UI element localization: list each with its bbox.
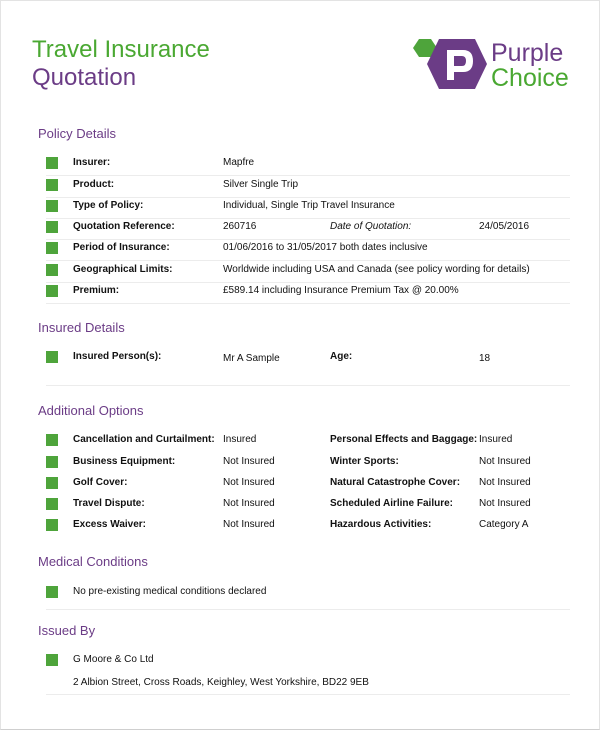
bullet-square-icon bbox=[46, 285, 58, 297]
medical-divider bbox=[46, 609, 570, 610]
option-value: Not Insured bbox=[479, 498, 531, 509]
bullet-square-icon bbox=[46, 654, 58, 666]
medical-text: No pre-existing medical conditions declared bbox=[73, 586, 267, 597]
period-value: 01/06/2016 to 31/05/2017 both dates inclusive bbox=[223, 242, 428, 253]
quotation-reference-label: Quotation Reference: bbox=[73, 221, 175, 232]
option-row bbox=[46, 453, 570, 474]
bullet-square-icon bbox=[46, 434, 58, 446]
logo-mark-icon bbox=[413, 36, 489, 92]
option-row bbox=[46, 474, 570, 495]
product-row bbox=[46, 176, 570, 198]
title-line-2: Quotation bbox=[32, 64, 137, 91]
issuer-name: G Moore & Co Ltd bbox=[73, 654, 154, 665]
bullet-square-icon bbox=[46, 586, 58, 598]
option-value: Insured bbox=[479, 434, 513, 445]
bullet-square-icon bbox=[46, 242, 58, 254]
insured-divider bbox=[46, 385, 570, 386]
logo-word-choice: Choice bbox=[491, 64, 569, 92]
policy-details-heading: Policy Details bbox=[38, 126, 117, 141]
option-label: Scheduled Airline Failure: bbox=[330, 498, 453, 509]
geographical-limits-row bbox=[46, 261, 570, 283]
option-label: Golf Cover: bbox=[73, 477, 128, 488]
option-label: Travel Dispute: bbox=[73, 498, 145, 509]
insured-person-label: Insured Person(s): bbox=[73, 351, 162, 362]
period-row bbox=[46, 239, 570, 261]
option-label: Natural Catastrophe Cover: bbox=[330, 477, 461, 488]
policy-type-row bbox=[46, 197, 570, 219]
option-label: Hazardous Activities: bbox=[330, 519, 432, 530]
option-value: Not Insured bbox=[223, 477, 275, 488]
product-label: Product: bbox=[73, 179, 115, 190]
issued-by-heading: Issued By bbox=[38, 623, 96, 638]
bullet-square-icon bbox=[46, 221, 58, 233]
option-label: Cancellation and Curtailment: bbox=[73, 434, 215, 445]
option-row bbox=[46, 431, 570, 452]
premium-row bbox=[46, 282, 570, 304]
option-value: Not Insured bbox=[479, 456, 531, 467]
issuer-name-row bbox=[46, 651, 570, 672]
quotation-reference-row bbox=[46, 218, 570, 240]
additional-options-heading: Additional Options bbox=[38, 403, 144, 418]
insured-person-row bbox=[46, 348, 570, 369]
option-value: Category A bbox=[479, 519, 529, 530]
bullet-square-icon bbox=[46, 179, 58, 191]
product-value: Silver Single Trip bbox=[223, 179, 299, 190]
bullet-square-icon bbox=[46, 477, 58, 489]
option-label: Personal Effects and Baggage: bbox=[330, 434, 478, 445]
medical-conditions-heading: Medical Conditions bbox=[38, 554, 148, 569]
bullet-square-icon bbox=[46, 498, 58, 510]
quotation-date-label: Date of Quotation: bbox=[330, 221, 412, 232]
bullet-square-icon bbox=[46, 264, 58, 276]
policy-type-label: Type of Policy: bbox=[73, 200, 144, 211]
quotation-reference-value: 260716 bbox=[223, 221, 257, 232]
option-label: Excess Waiver: bbox=[73, 519, 147, 530]
option-row bbox=[46, 495, 570, 516]
insurer-row bbox=[46, 154, 570, 176]
age-value: 18 bbox=[479, 353, 491, 364]
age-label: Age: bbox=[330, 351, 353, 362]
issuer-address: 2 Albion Street, Cross Roads, Keighley, West Yorkshire, BD22 9EB bbox=[73, 677, 369, 688]
option-value: Not Insured bbox=[223, 498, 275, 509]
option-value: Insured bbox=[223, 434, 257, 445]
geographical-limits-value: Worldwide including USA and Canada (see policy wording for details) bbox=[223, 264, 530, 275]
option-label: Winter Sports: bbox=[330, 456, 399, 467]
option-row bbox=[46, 516, 570, 537]
bullet-square-icon bbox=[46, 456, 58, 468]
document-title bbox=[32, 36, 210, 92]
geographical-limits-label: Geographical Limits: bbox=[73, 264, 173, 275]
insurer-value: Mapfre bbox=[223, 157, 255, 168]
policy-type-value: Individual, Single Trip Travel Insurance bbox=[223, 200, 395, 211]
option-value: Not Insured bbox=[223, 519, 275, 530]
issuer-address-row bbox=[46, 674, 570, 695]
insurer-label: Insurer: bbox=[73, 157, 111, 168]
quotation-date-value: 24/05/2016 bbox=[479, 221, 530, 232]
insured-details-heading: Insured Details bbox=[38, 320, 125, 335]
option-label: Business Equipment: bbox=[73, 456, 176, 467]
title-line-1: Travel Insurance bbox=[32, 36, 210, 63]
period-label: Period of Insurance: bbox=[73, 242, 170, 253]
premium-label: Premium: bbox=[73, 285, 120, 296]
bullet-square-icon bbox=[46, 157, 58, 169]
premium-value: £589.14 including Insurance Premium Tax @ 20.00% bbox=[223, 285, 459, 296]
insured-person-value: Mr A Sample bbox=[223, 353, 280, 364]
option-value: Not Insured bbox=[479, 477, 531, 488]
medical-row bbox=[46, 583, 570, 604]
bullet-square-icon bbox=[46, 519, 58, 531]
option-value: Not Insured bbox=[223, 456, 275, 467]
bullet-square-icon bbox=[46, 200, 58, 212]
issued-divider bbox=[46, 694, 570, 695]
purple-choice-logo bbox=[413, 36, 583, 92]
bullet-square-icon bbox=[46, 351, 58, 363]
logo-word-purple: Purple bbox=[491, 39, 564, 67]
